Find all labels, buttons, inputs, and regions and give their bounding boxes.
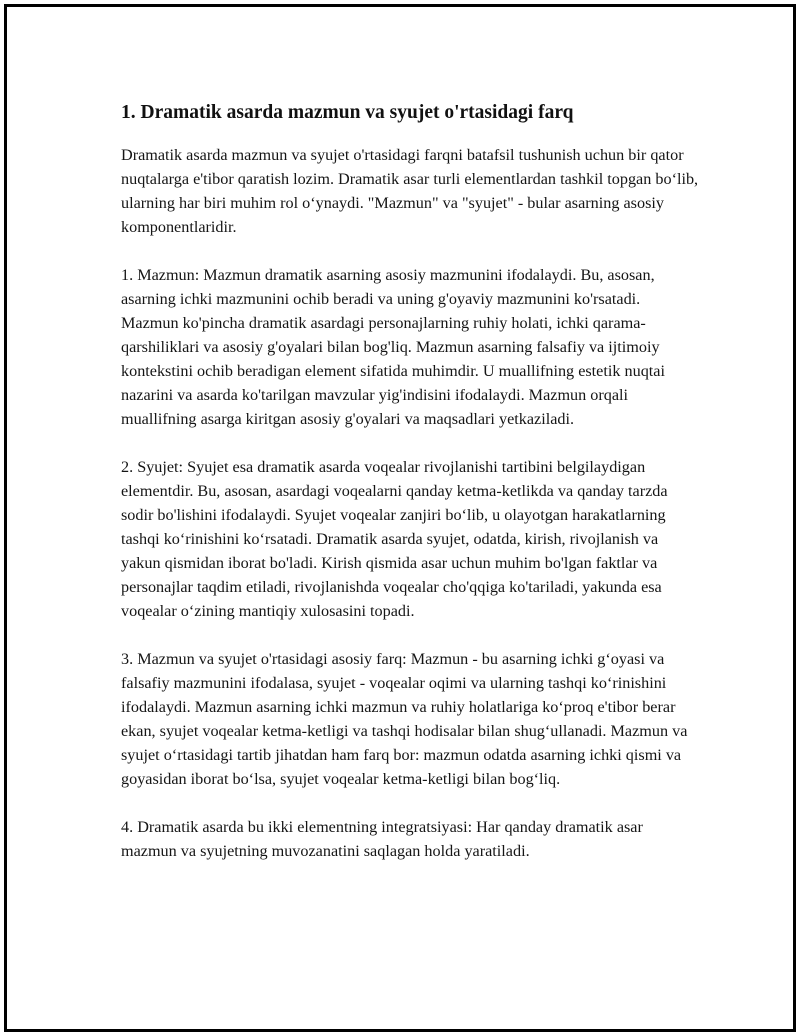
integration-paragraph: 4. Dramatik asarda bu ikki elementning integratsiyasi: Har qanday dramatik asar mazmun va syujetning muvozanatini saqlagan holda yaratiladi. bbox=[121, 818, 643, 860]
intro-paragraph: Dramatik asarda mazmun va syujet o'rtasidagi farqni batafsil tushunish uchun bir qator nuqtalarga e'tibor qaratish lozim. Dramatik asar turli elementlardan tashkil topgan bo‘lib, ularning har biri muhim rol o‘ynaydi. "Mazmun" va "syujet" - bular asarning asosiy komponentlaridir. bbox=[121, 146, 699, 236]
syujet-paragraph: 2. Syujet: Syujet esa dramatik asarda voqealar rivojlanishi tartibini belgilaydigan elementdir. Bu, asosan, asardagi voqealarni qanday ketma-ketlikda va qanday tarzda sodir bo'lishini ifodalaydi. Syujet voqealar zanjiri bo‘lib, u olayotgan harakatlarning tashqi ko‘rinishini ko‘rsatadi. Dramatik asarda syujet, odatda, kirish, rivojlanish va yakun qismidan iborat bo'ladi. Kirish qismida asar uchun muhim bo'lgan faktlar va personajlar taqdim etiladi, rivojlanishda voqealar cho'qqiga ko'tariladi, yakunda esa voqealar o‘zining mantiqiy xulosasini topadi. bbox=[121, 458, 668, 620]
document-body bbox=[121, 99, 701, 887]
difference-paragraph: 3. Mazmun va syujet o'rtasidagi asosiy farq: Mazmun - bu asarning ichki g‘oyasi va falsafiy mazmunini ifodalasa, syujet - voqealar oqimi va ularning tashqi ko‘rinishini ifodalaydi. Mazmun asarning ichki mazmun va ruhiy holatlariga ko‘proq e'tibor berar ekan, syujet voqealar ketma-ketligi va tashqi hodisalar bilan shug‘ullanadi. Mazmun va syujet o‘rtasidagi tartib jihatdan ham farq bor: mazmun odatda asarning ichki qismi va goyasidan iborat bo‘lsa, syujet voqealar ketma-ketligi bilan bog‘liq. bbox=[121, 650, 688, 788]
page-frame bbox=[4, 4, 796, 1032]
section-heading: 1. Dramatik asarda mazmun va syujet o'rtasidagi farq bbox=[121, 102, 574, 123]
mazmun-paragraph: 1. Mazmun: Mazmun dramatik asarning asosiy mazmunini ifodalaydi. Bu, asosan, asarning ichki mazmunini ochib beradi va uning g'oyaviy mazmunini ko'rsatadi. Mazmun ko'pincha dramatik asardagi personajlarning ruhiy holati, ichki qarama-qarshiliklari va asosiy g'oyalari bilan bog'liq. Mazmun asarning falsafiy va ijtimoiy kontekstini ochib beradigan element sifatida muhimdir. U muallifning estetik nuqtai nazarini va asarda ko'tarilgan mavzular yig'indisini ifodalaydi. Mazmun orqali muallifning asarga kiritgan asosiy g'oyalari va maqsadlari yetkaziladi. bbox=[121, 266, 665, 428]
